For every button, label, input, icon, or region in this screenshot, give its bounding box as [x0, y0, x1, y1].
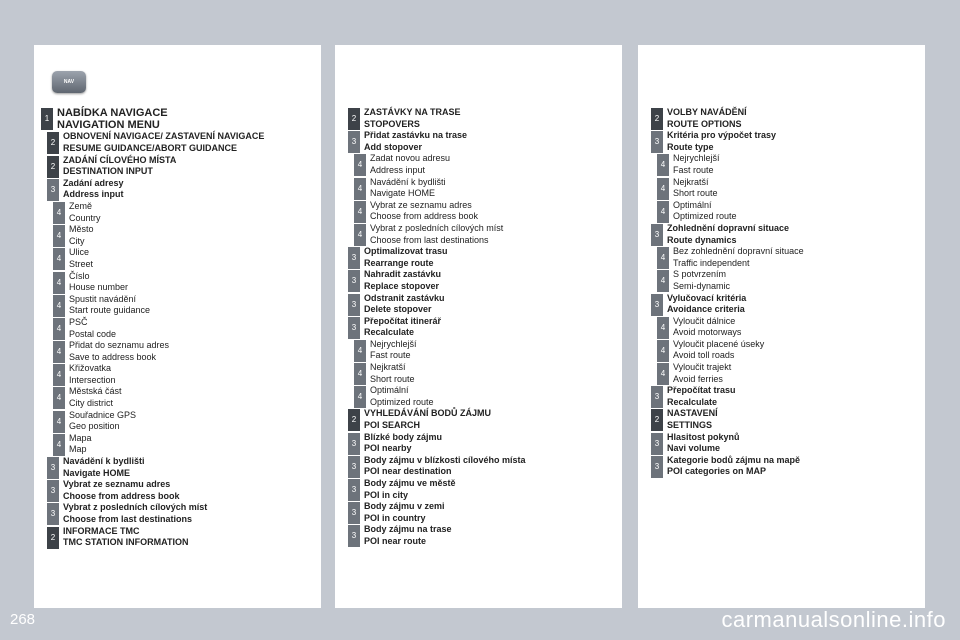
entry-label-czech: Optimální — [370, 385, 409, 396]
entry-label-english: Intersection — [69, 374, 116, 385]
level-badge: 4 — [354, 363, 366, 385]
level-badge: 2 — [348, 108, 360, 130]
entry-label-english: Optimized route — [370, 396, 434, 407]
level-badge: 3 — [348, 479, 360, 501]
level-badge: 4 — [354, 224, 366, 246]
entry-label-czech: Číslo — [69, 270, 90, 281]
menu-entry — [638, 177, 925, 200]
level-badge: 3 — [348, 131, 360, 153]
menu-entry — [34, 526, 321, 549]
menu-entry — [335, 385, 622, 408]
entry-label-czech: Mapa — [69, 432, 92, 443]
entry-text — [59, 502, 321, 525]
level-badge: 4 — [53, 387, 65, 409]
entry-text — [663, 293, 925, 316]
entry-text — [65, 340, 321, 363]
menu-entry — [335, 246, 622, 269]
entry-text — [366, 362, 622, 385]
entry-text — [669, 362, 925, 385]
entry-label-english: Recalculate — [667, 396, 718, 407]
level-badge: 4 — [657, 201, 669, 223]
menu-entry — [638, 362, 925, 385]
entry-text — [360, 130, 622, 153]
entry-label-english: ROUTE OPTIONS — [667, 118, 742, 129]
level-badge: 3 — [651, 224, 663, 246]
level-badge: 3 — [348, 317, 360, 339]
entry-text — [360, 408, 622, 431]
entry-text — [663, 130, 925, 153]
entry-text — [366, 177, 622, 200]
level-badge: 4 — [354, 340, 366, 362]
level-badge: 3 — [348, 456, 360, 478]
entry-text — [366, 223, 622, 246]
entry-label-czech: Vylučovací kritéria — [667, 292, 747, 303]
entry-label-english: Fast route — [370, 350, 411, 361]
entry-label-english: POI SEARCH — [364, 420, 421, 431]
entry-label-czech: Navádění k bydlišti — [63, 456, 145, 467]
entry-label-english: TMC STATION INFORMATION — [63, 537, 189, 548]
entry-label-english: POI in city — [364, 489, 409, 500]
entry-label-english: Navigate HOME — [370, 188, 436, 199]
level-badge: 3 — [47, 457, 59, 479]
entry-label-english: POI near destination — [364, 466, 452, 477]
entry-text — [360, 455, 622, 478]
entry-label-english: City — [69, 235, 85, 246]
entry-text — [65, 433, 321, 456]
entry-label-english: Fast route — [673, 164, 714, 175]
entry-label-czech: Nejkratší — [673, 176, 709, 187]
entry-label-czech: Zohlednění dopravní situace — [667, 222, 790, 233]
entry-label-czech: Body zájmu ve městě — [364, 478, 456, 488]
level-badge: 4 — [354, 386, 366, 408]
menu-entry — [335, 107, 622, 130]
entry-label-english: Traffic independent — [673, 257, 750, 268]
entry-label-english: POI near route — [364, 535, 427, 546]
level-badge: 2 — [47, 132, 59, 154]
entry-text — [65, 363, 321, 386]
level-badge: 4 — [657, 340, 669, 362]
menu-entry — [335, 153, 622, 176]
level-badge: 4 — [657, 363, 669, 385]
entry-label-english: Route dynamics — [667, 234, 737, 245]
menu-entry — [335, 293, 622, 316]
entry-text — [59, 479, 321, 502]
menu-entry — [34, 178, 321, 201]
entry-text — [663, 385, 925, 408]
entry-text — [53, 107, 321, 131]
entry-label-english: Avoid ferries — [673, 373, 723, 384]
menu-entry — [34, 479, 321, 502]
entry-text — [59, 178, 321, 201]
level-badge: 3 — [348, 502, 360, 524]
level-badge: 4 — [53, 272, 65, 294]
entry-label-czech: Kritéria pro výpočet trasy — [667, 130, 777, 141]
entry-label-czech: S potvrzením — [673, 269, 727, 280]
entry-text — [669, 246, 925, 269]
level-badge: 4 — [657, 317, 669, 339]
menu-entry — [335, 339, 622, 362]
entry-text — [663, 432, 925, 455]
level-badge: 4 — [657, 247, 669, 269]
entry-text — [663, 223, 925, 246]
entry-label-english: Avoid toll roads — [673, 350, 735, 361]
level-badge: 4 — [53, 295, 65, 317]
menu-entry — [34, 317, 321, 340]
menu-entry — [34, 363, 321, 386]
column-3 — [638, 45, 925, 608]
entry-label-czech: Souřadnice GPS — [69, 409, 137, 420]
entry-label-english: Choose from last destinations — [370, 234, 489, 245]
level-badge: 4 — [53, 364, 65, 386]
level-badge: 4 — [657, 154, 669, 176]
entry-label-czech: NASTAVENÍ — [667, 408, 718, 419]
column-2 — [335, 45, 622, 608]
entry-text — [360, 432, 622, 455]
entry-label-english: Street — [69, 258, 94, 269]
entry-label-english: Route type — [667, 141, 714, 152]
entry-label-czech: Vyloučit trajekt — [673, 362, 732, 373]
menu-entry — [34, 502, 321, 525]
menu-entry — [335, 524, 622, 547]
menu-entry — [335, 501, 622, 524]
entry-label-english: Semi-dynamic — [673, 280, 731, 291]
entry-label-czech: Body zájmu v blízkosti cílového místa — [364, 454, 526, 465]
level-badge: 2 — [651, 409, 663, 431]
entry-label-czech: Hlasitost pokynů — [667, 431, 740, 442]
level-badge: 2 — [47, 156, 59, 178]
entry-label-english: Short route — [673, 188, 718, 199]
entry-label-czech: VYHLEDÁVÁNÍ BODŮ ZÁJMU — [364, 408, 492, 419]
menu-entry — [335, 316, 622, 339]
entry-label-czech: Bez zohlednění dopravní situace — [673, 246, 804, 257]
entry-label-czech: Optimalizovat trasu — [364, 246, 448, 257]
level-badge: 3 — [651, 433, 663, 455]
entry-text — [360, 478, 622, 501]
entry-text — [360, 293, 622, 316]
menu-entry — [335, 478, 622, 501]
menu-entry — [638, 316, 925, 339]
entry-label-czech: Optimální — [673, 199, 712, 210]
menu-entry — [638, 246, 925, 269]
entry-label-czech: Zadání adresy — [63, 177, 124, 188]
entry-label-english: Add stopover — [364, 141, 423, 152]
entry-label-czech: Zadat novou adresu — [370, 153, 451, 164]
entry-label-czech: INFORMACE TMC — [63, 525, 140, 536]
entry-label-english: City district — [69, 398, 114, 409]
entry-label-english: Avoid motorways — [673, 327, 742, 338]
menu-entry — [638, 385, 925, 408]
menu-entry — [335, 408, 622, 431]
entry-label-english: Delete stopover — [364, 304, 432, 315]
level-badge: 4 — [53, 411, 65, 433]
entry-text — [669, 269, 925, 292]
level-badge: 3 — [651, 294, 663, 316]
menu-entry — [638, 153, 925, 176]
entry-text — [65, 201, 321, 224]
menu-entry — [638, 200, 925, 223]
entry-label-czech: Nejrychlejší — [673, 153, 720, 164]
entry-label-english: POI nearby — [364, 443, 412, 454]
menu-tree-column-2 — [335, 107, 622, 548]
level-badge: 4 — [354, 201, 366, 223]
entry-text — [65, 247, 321, 270]
level-badge: 3 — [348, 247, 360, 269]
page-number: 268 — [10, 611, 36, 628]
entry-label-english: Optimized route — [673, 211, 737, 222]
entry-text — [669, 153, 925, 176]
entry-label-czech: Kategorie bodů zájmu na mapě — [667, 454, 801, 465]
menu-entry — [335, 130, 622, 153]
entry-text — [366, 153, 622, 176]
entry-label-czech: Odstranit zastávku — [364, 292, 445, 303]
menu-entry — [34, 386, 321, 409]
entry-label-czech: Vybrat ze seznamu adres — [63, 479, 171, 490]
entry-label-english: SETTINGS — [667, 420, 713, 431]
level-badge: 4 — [53, 202, 65, 224]
entry-label-english: Geo position — [69, 421, 120, 432]
entry-label-english: Short route — [370, 373, 415, 384]
level-badge: 3 — [47, 179, 59, 201]
entry-label-english: Start route guidance — [69, 305, 151, 316]
entry-label-czech: PSČ — [69, 316, 88, 327]
level-badge: 3 — [47, 480, 59, 502]
menu-entry — [335, 177, 622, 200]
entry-text — [65, 317, 321, 340]
entry-label-czech: Nejkratší — [370, 362, 406, 373]
menu-entry — [34, 247, 321, 270]
level-badge: 4 — [53, 318, 65, 340]
menu-entry — [335, 269, 622, 292]
entry-text — [669, 339, 925, 362]
level-badge: 4 — [53, 434, 65, 456]
entry-label-english: Choose from last destinations — [63, 514, 193, 524]
entry-label-czech: OBNOVENÍ NAVIGACE/ ZASTAVENÍ NAVIGACE — [63, 131, 265, 142]
entry-text — [366, 339, 622, 362]
entry-label-english: Navigate HOME — [63, 467, 131, 478]
entry-label-czech: Ulice — [69, 247, 90, 258]
menu-entry — [34, 271, 321, 294]
entry-label-english: POI in country — [364, 512, 426, 523]
menu-entry — [335, 200, 622, 223]
entry-text — [65, 294, 321, 317]
menu-entry — [638, 455, 925, 478]
level-badge: 4 — [53, 225, 65, 247]
entry-label-english: Map — [69, 444, 87, 455]
entry-label-czech: Nejrychlejší — [370, 338, 417, 349]
entry-text — [65, 271, 321, 294]
entry-text — [360, 316, 622, 339]
entry-label-english: NAVIGATION MENU — [57, 119, 160, 132]
entry-text — [663, 107, 925, 130]
entry-label-czech: Vybrat z posledních cílových míst — [63, 502, 208, 513]
menu-entry — [34, 433, 321, 456]
entry-label-czech: ZADÁNÍ CÍLOVÉHO MÍSTA — [63, 154, 177, 165]
level-badge: 3 — [348, 433, 360, 455]
entry-text — [663, 455, 925, 478]
menu-entry — [34, 456, 321, 479]
entry-label-english: RESUME GUIDANCE/ABORT GUIDANCE — [63, 143, 238, 153]
entry-label-czech: Přepočítat itinerář — [364, 315, 442, 326]
entry-text — [59, 155, 321, 178]
menu-entry — [34, 155, 321, 178]
entry-label-english: DESTINATION INPUT — [63, 166, 153, 177]
entry-label-english: Choose from address book — [63, 490, 180, 501]
entry-label-czech: Vyloučit dálnice — [673, 315, 736, 326]
menu-entry — [34, 131, 321, 154]
menu-entry — [638, 107, 925, 130]
menu-entry — [638, 339, 925, 362]
menu-tree-column-3 — [638, 107, 925, 478]
entry-text — [669, 200, 925, 223]
entry-label-english: Recalculate — [364, 327, 415, 338]
entry-label-english: STOPOVERS — [364, 118, 420, 129]
menu-entry — [34, 340, 321, 363]
level-badge: 4 — [354, 154, 366, 176]
entry-text — [663, 408, 925, 431]
entry-text — [366, 385, 622, 408]
entry-text — [669, 177, 925, 200]
menu-entry — [638, 223, 925, 246]
entry-label-czech: Nahradit zastávku — [364, 269, 442, 280]
entry-label-czech: Město — [69, 224, 94, 235]
menu-entry — [34, 107, 321, 131]
entry-label-english: Avoidance criteria — [667, 304, 745, 315]
menu-entry — [335, 432, 622, 455]
menu-entry — [335, 362, 622, 385]
entry-label-english: Address input — [370, 164, 426, 175]
level-badge: 3 — [651, 131, 663, 153]
nav-button-icon: NAV — [52, 71, 86, 93]
entry-text — [65, 224, 321, 247]
menu-entry — [638, 432, 925, 455]
entry-text — [360, 269, 622, 292]
menu-entry — [638, 130, 925, 153]
menu-entry — [34, 410, 321, 433]
entry-label-czech: Země — [69, 200, 93, 211]
entry-label-czech: Blízké body zájmu — [364, 431, 443, 442]
entry-label-english: Country — [69, 212, 101, 223]
entry-label-czech: ZASTÁVKY NA TRASE — [364, 107, 461, 117]
entry-label-czech: Spustit navádění — [69, 293, 137, 304]
entry-label-english: POI categories on MAP — [667, 466, 767, 477]
entry-label-english: Choose from address book — [370, 211, 479, 222]
level-badge: 4 — [354, 178, 366, 200]
entry-label-czech: Body zájmu v zemi — [364, 501, 445, 512]
level-badge: 3 — [47, 503, 59, 525]
level-badge: 4 — [53, 341, 65, 363]
menu-entry — [34, 294, 321, 317]
entry-text — [65, 410, 321, 433]
level-badge: 1 — [41, 108, 53, 130]
entry-text — [360, 107, 622, 130]
menu-entry — [638, 269, 925, 292]
menu-entry — [638, 408, 925, 431]
entry-label-english: Postal code — [69, 328, 117, 339]
entry-label-english: House number — [69, 282, 129, 293]
level-badge: 2 — [348, 409, 360, 431]
entry-label-czech: Přidat zastávku na trase — [364, 130, 468, 141]
level-badge: 2 — [47, 527, 59, 549]
entry-text — [59, 131, 321, 154]
menu-entry — [34, 201, 321, 224]
entry-text — [59, 456, 321, 479]
entry-label-czech: Vybrat ze seznamu adres — [370, 199, 472, 210]
level-badge: 3 — [651, 456, 663, 478]
entry-label-english: Replace stopover — [364, 280, 440, 291]
level-badge: 4 — [53, 248, 65, 270]
level-badge: 4 — [657, 270, 669, 292]
watermark: carmanualsonline.info — [721, 607, 946, 632]
level-badge: 2 — [651, 108, 663, 130]
entry-text — [360, 501, 622, 524]
entry-text — [65, 386, 321, 409]
menu-entry — [335, 223, 622, 246]
entry-label-czech: Přepočítat trasu — [667, 385, 736, 396]
level-badge: 3 — [348, 270, 360, 292]
entry-label-czech: Křižovatka — [69, 363, 112, 374]
entry-label-czech: NABÍDKA NAVIGACE — [57, 107, 168, 119]
column-1 — [34, 45, 321, 608]
entry-label-english: Navi volume — [667, 443, 721, 454]
menu-entry — [638, 293, 925, 316]
entry-label-czech: Vyloučit placené úseky — [673, 338, 765, 349]
level-badge: 3 — [348, 525, 360, 547]
menu-entry — [335, 455, 622, 478]
entry-text — [669, 316, 925, 339]
level-badge: 3 — [348, 294, 360, 316]
entry-label-english: Rearrange route — [364, 257, 434, 268]
entry-label-czech: Body zájmu na trase — [364, 524, 452, 535]
menu-tree-column-1 — [34, 107, 321, 549]
menu-entry — [34, 224, 321, 247]
entry-text — [360, 524, 622, 547]
entry-label-czech: VOLBY NAVÁDĚNÍ — [667, 107, 747, 117]
entry-label-czech: Vybrat z posledních cílových míst — [370, 222, 504, 233]
entry-text — [366, 200, 622, 223]
level-badge: 4 — [657, 178, 669, 200]
entry-label-english: Address input — [63, 189, 124, 200]
entry-text — [59, 526, 321, 549]
entry-label-english: Save to address book — [69, 351, 157, 362]
level-badge: 3 — [651, 386, 663, 408]
entry-label-czech: Přidat do seznamu adres — [69, 340, 170, 351]
entry-label-czech: Městská část — [69, 386, 122, 397]
entry-text — [360, 246, 622, 269]
entry-label-czech: Navádění k bydlišti — [370, 176, 446, 187]
